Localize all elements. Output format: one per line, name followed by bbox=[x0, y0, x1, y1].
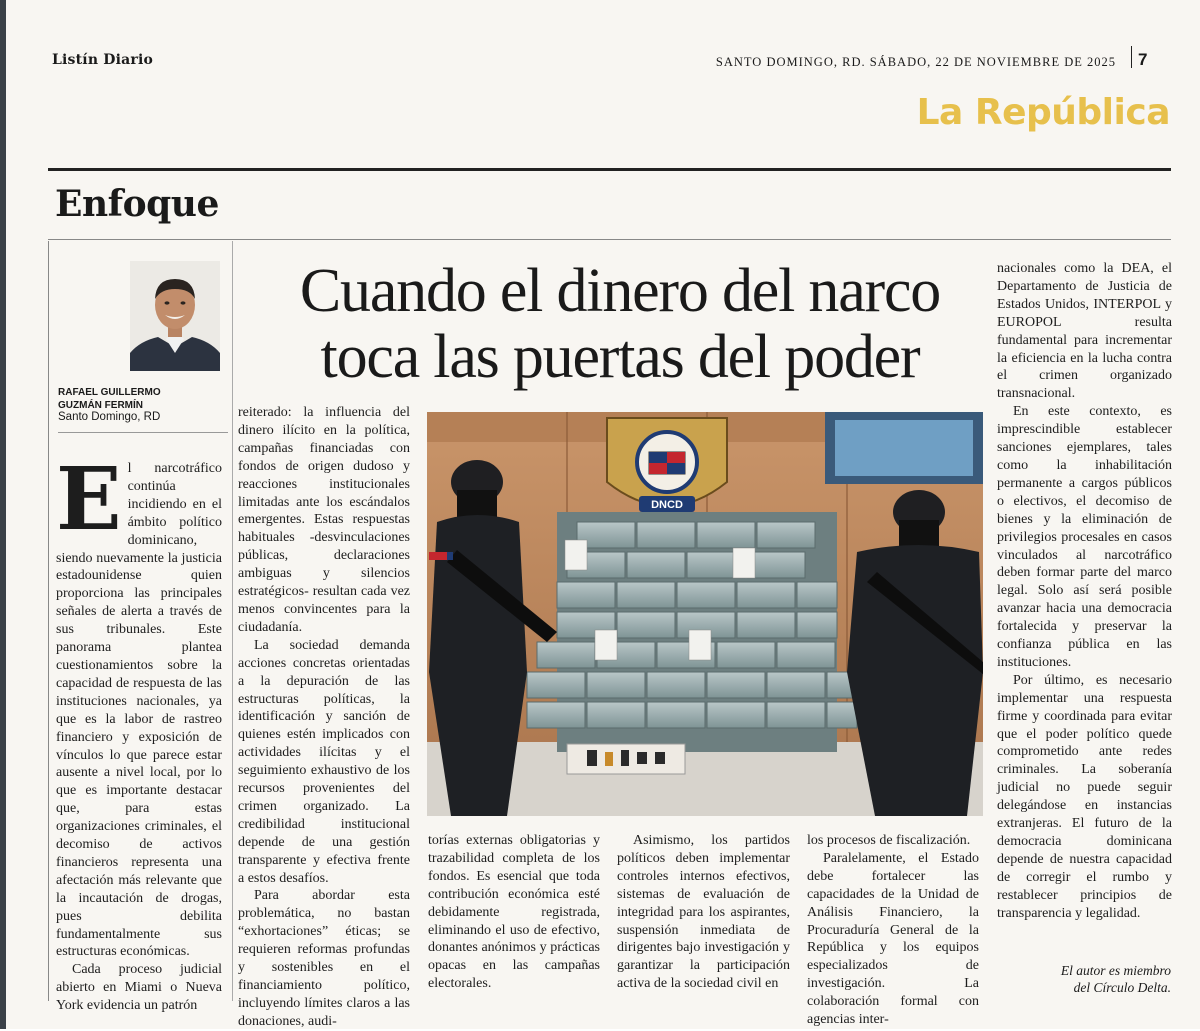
article-column-6 bbox=[997, 260, 1172, 923]
column-name: Enfoque bbox=[55, 183, 219, 225]
paragraph: Por último, es necesario implementar una respuesta firme y coordinada para evitar que el poder político quede comprometido ante redes criminales. La soberanía judicial no puede seguir delegándose en instancias extranjeras. El futuro de la democracia dominicana depende de nuestra capacidad de corregir el rumbo y restablecer principios de transparencia y legalidad. bbox=[997, 672, 1172, 921]
dropcap: E bbox=[56, 449, 122, 550]
dateline: SANTO DOMINGO, RD. SÁBADO, 22 DE NOVIEMBRE DE 2025 bbox=[715, 55, 1116, 69]
column-divider-rule bbox=[232, 241, 233, 1001]
section-title: La República bbox=[916, 92, 1170, 133]
paragraph: En este contexto, es imprescindible establecer sanciones ejemplares, tales como la inhabilitación permanente a cargos públicos o electivos, el decomiso de bienes y la eliminación de privilegios procesales en casos vinculados al narcotráfico deben formar parte del marco legal. Solo así será posible avanzar hacia una democracia fortalecida y preservar la confianza pública en las instituciones. bbox=[997, 404, 1172, 670]
column-rule bbox=[48, 239, 1171, 240]
article-column-3 bbox=[428, 832, 600, 993]
paragraph: nacionales como la DEA, el Departamento de Justicia de Estados Unidos, INTERPOL y EUROPOL resulta fundamental para incrementar la eficiencia en la lucha contra el crimen organizado transnacional. bbox=[997, 261, 1172, 402]
article-column-5 bbox=[807, 832, 979, 1029]
author-rule bbox=[58, 432, 228, 433]
header-divider bbox=[1131, 46, 1132, 68]
paragraph: Paralelamente, el Estado debe fortalecer las capacidades de la Unidad de Análisis Financiero, la Procuraduría General de la República y los equipos especializados de investigación. La colaboración formal con agencias inter- bbox=[807, 850, 979, 1028]
header-rule bbox=[48, 168, 1171, 171]
paragraph: Cada proceso judicial abierto en Miami o Nueva York evidencia un patrón bbox=[56, 962, 222, 1014]
article-photo bbox=[427, 412, 983, 816]
column-left-rule bbox=[48, 241, 49, 1001]
masthead: Listín Diario bbox=[52, 52, 154, 68]
paragraph: reiterado: la influencia del dinero ilícito en la política, campañas financiadas con fondos de origen dudoso y reacciones institucionales limitadas ante los escándalos emergentes. Estas respuestas habituales -desvinculaciones públicas, declaraciones ambiguas y silencios estratégicos- resultan cada vez menos convincentes para la ciudadanía. bbox=[238, 405, 410, 635]
paragraph: Para abordar esta problemática, no bastan “exhortaciones” éticas; se requieren reformas profundas y sostenibles en el financiamiento político, incluyendo límites claros a las donaciones, audi- bbox=[238, 888, 410, 1029]
author-portrait-icon bbox=[130, 261, 220, 371]
paragraph: La sociedad demanda acciones concretas orientadas a la depuración de las estructuras políticas, la identificación y sanción de quienes estén implicados con actividades ilícitas y el seguimiento exhaustivo de los recursos provenientes del crimen organizado. La credibilidad institucional depende de una gestión transparente y efectiva frente a estos desafíos. bbox=[238, 637, 410, 886]
author-photo bbox=[130, 261, 220, 371]
author-signoff: El autor es miembro del Círculo Delta. bbox=[1060, 963, 1171, 995]
paragraph: los procesos de fiscalización. bbox=[807, 833, 971, 848]
article-column-4 bbox=[617, 832, 790, 993]
article-headline: Cuando el dinero del narco toca las puertas del poder bbox=[299, 257, 941, 391]
paragraph: torías externas obligatorias y trazabilidad completa de los fondos. Es esencial que toda contribución económica esté debidamente registrada, eliminando el uso de efectivo, donantes anónimos y prácticas opacas en las campañas electorales. bbox=[428, 833, 600, 992]
drug-seizure-photo bbox=[427, 412, 983, 816]
paragraph: El narcotráfico continúa incidiendo en el ámbito político dominicano, siendo nuevamente la justicia estadounidense quien proporciona las principales señales de alerta a través de sus tribunales. Este panorama plantea cuestionamientos sobre la capacidad de respuesta de las instituciones nacionales, ya que es la labor de rastreo financiero y exposición de vínculos lo que parece estar ausente a nivel local, por lo que es importante destacar que, para estas organizaciones criminales, el decomiso de activos financieros representa una afectación más relevante que la incautación de drogas, pues debilita fundamentalmente sus estructuras económicas. bbox=[56, 449, 222, 960]
article-column-2 bbox=[238, 404, 410, 1031]
svg-text:DNCD: DNCD bbox=[651, 499, 683, 511]
author-name: RAFAEL GUILLERMO GUZMÁN FERMÍN bbox=[58, 387, 161, 411]
article-column-1 bbox=[56, 449, 222, 1015]
author-location: Santo Domingo, RD bbox=[58, 411, 161, 423]
page-number: 7 bbox=[1138, 50, 1148, 69]
paragraph: Asimismo, los partidos políticos deben implementar controles internos efectivos, sistemas de evaluación de integridad para los aspirantes, suspensión inmediata de dirigentes bajo investigación y garantizar la participación activa de la sociedad civil en bbox=[617, 833, 790, 992]
